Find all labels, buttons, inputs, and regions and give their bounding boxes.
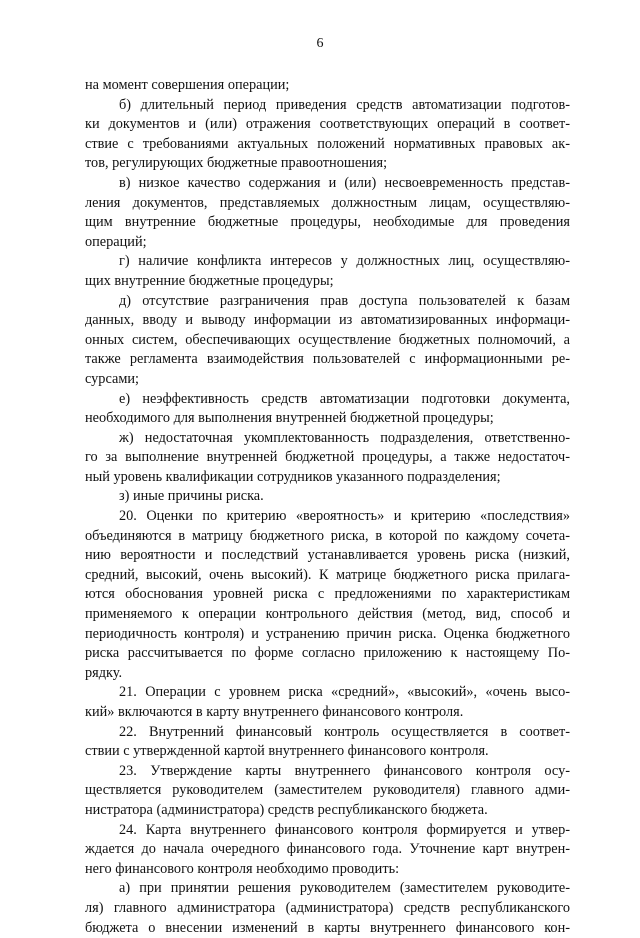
text-line: ный уровень квалификации сотрудников указанного подразделения; bbox=[85, 468, 501, 485]
text-line: ля) главного администратора (администратора) средств республиканского bbox=[85, 899, 570, 916]
body-text bbox=[85, 76, 570, 938]
text-line: 20. Оценки по критерию «вероятность» и критерию «последствия» bbox=[119, 508, 570, 525]
text-line: б) длительный период приведения средств автоматизации подготов- bbox=[119, 96, 570, 113]
text-line: средний, высокий, очень высокий). К матрице бюджетного риска прилага- bbox=[85, 566, 570, 583]
text-line: него финансового контроля необходимо проводить: bbox=[85, 860, 400, 877]
text-line: на момент совершения операции; bbox=[85, 77, 290, 93]
text-line: также регламента взаимодействия пользователей с информационными ре- bbox=[85, 351, 570, 368]
text-line: бюджета о внесении изменений в карты внутреннего финансового кон- bbox=[85, 919, 570, 936]
text-line: ждается до начала очередного финансового года. Уточнение карт внутрен- bbox=[85, 841, 570, 858]
page-number: 6 bbox=[316, 36, 324, 51]
text-line: щих внутренние бюджетные процедуры; bbox=[85, 272, 334, 289]
text-line: з) иные причины риска. bbox=[119, 488, 264, 505]
text-line: ствии с утвержденной картой внутреннего финансового контроля. bbox=[85, 743, 489, 760]
text-line: периодичность контроля) и устранению причин риска. Оценка бюджетного bbox=[85, 625, 570, 642]
text-line: сурсами; bbox=[85, 370, 139, 387]
text-line: тов, регулирующих бюджетные правоотношения; bbox=[85, 155, 388, 172]
text-line: 24. Карта внутреннего финансового контроля формируется и утвер- bbox=[119, 821, 570, 838]
text-line: применяемого к операции контрольного действия (метод, вид, способ и bbox=[85, 606, 570, 623]
text-line: ществляется руководителем (заместителем руководителя) главного адми- bbox=[85, 782, 570, 799]
text-line: нистратора (администратора) средств республиканского бюджета. bbox=[85, 801, 488, 818]
text-line: в) низкое качество содержания и (или) несвоевременность представ- bbox=[119, 174, 570, 191]
text-line: 21. Операции с уровнем риска «средний», «высокий», «очень высо- bbox=[119, 684, 570, 701]
text-line: ки документов и (или) отражения соответствующих операций в соответ- bbox=[85, 116, 570, 133]
text-line: щим внутренние бюджетные процедуры, необходимые для проведения bbox=[85, 214, 570, 231]
text-line: нию вероятности и последствий устанавливается уровень риска (низкий, bbox=[85, 547, 570, 564]
text-line: объединяются в матрицу бюджетного риска, в которой по каждому сочета- bbox=[85, 527, 570, 544]
text-line: риска рассчитывается по форме согласно приложению к настоящему По- bbox=[85, 645, 570, 662]
text-line: кий» включаются в карту внутреннего финансового контроля. bbox=[85, 704, 464, 720]
text-line: го за выполнение внутренней бюджетной процедуры, а также недостаточ- bbox=[85, 449, 570, 466]
text-line: а) при принятии решения руководителем (заместителем руководите- bbox=[119, 880, 570, 897]
text-line: ствие с требованиями актуальных положений нормативных правовых ак- bbox=[85, 135, 570, 152]
text-line: е) неэффективность средств автоматизации подготовки документа, bbox=[119, 390, 570, 407]
text-line: д) отсутствие разграничения прав доступа пользователей к базам bbox=[119, 292, 570, 309]
text-line: онных систем, обеспечивающих осуществление бюджетных полномочий, а bbox=[85, 331, 570, 348]
text-line: ются обоснования уровней риска с предложениями по характеристикам bbox=[85, 586, 570, 603]
text-line: ж) недостаточная укомплектованность подразделения, ответственно- bbox=[119, 429, 570, 446]
text-line: рядку. bbox=[85, 664, 123, 681]
text-line: операций; bbox=[85, 233, 147, 250]
text-line: г) наличие конфликта интересов у должностных лиц, осуществляю- bbox=[119, 253, 570, 270]
text-line: 22. Внутренний финансовый контроль осуществляется в соответ- bbox=[119, 723, 570, 740]
text-line: необходимого для выполнения внутренней бюджетной процедуры; bbox=[85, 410, 494, 427]
text-line: ления документов, представляемых должностным лицам, осуществляю- bbox=[85, 194, 570, 211]
text-line: 23. Утверждение карты внутреннего финансового контроля осу- bbox=[119, 762, 570, 779]
text-line: данных, вводу и выводу информации из автоматизированных информаци- bbox=[85, 312, 570, 329]
